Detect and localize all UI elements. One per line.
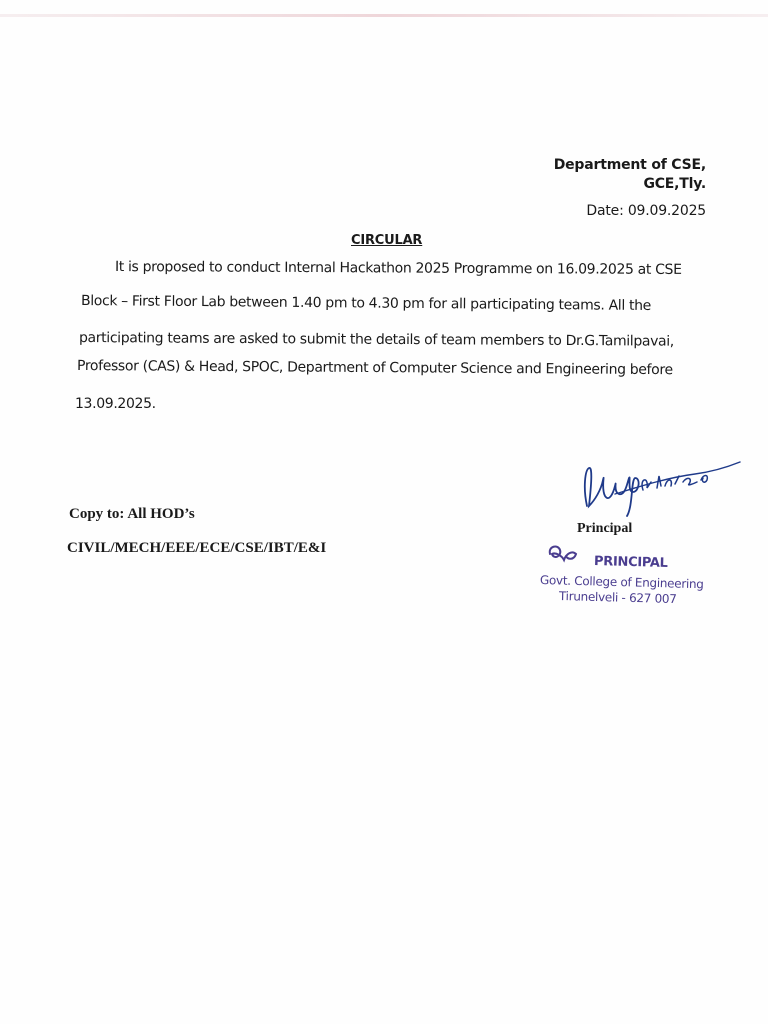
principal-stamp — [538, 538, 738, 618]
department-block — [554, 156, 706, 194]
page-edge-shadow — [0, 14, 768, 17]
stamp-college: Govt. College of Engineering — [539, 573, 704, 592]
signatory-title: Principal — [577, 521, 633, 536]
circular-title: CIRCULAR — [351, 233, 423, 248]
stamp-initial-icon — [544, 540, 580, 566]
department-name: Department of CSE, — [553, 157, 706, 173]
college-name: GCE,Tly. — [643, 176, 706, 192]
handwritten-signature-icon — [575, 448, 745, 520]
stamp-location: Tirunelveli - 627 007 — [558, 589, 677, 607]
body-line-5: 13.09.2025. — [75, 396, 156, 412]
copy-to-departments: CIVIL/MECH/EEE/ECE/CSE/IBT/E&I — [67, 540, 327, 556]
copy-to-label: Copy to: All HOD’s — [69, 506, 195, 522]
body-line-2: Block – First Floor Lab between 1.40 pm to 4.30 pm for all participating teams. All the — [80, 293, 652, 314]
body-line-1: It is proposed to conduct Internal Hackathon 2025 Programme on 16.09.2025 at CSE — [114, 259, 682, 278]
body-line-3: participating teams are asked to submit the details of team members to Dr.G.Tamilpavai, — [78, 330, 674, 350]
stamp-title: PRINCIPAL — [593, 554, 668, 571]
circular-date: Date: 09.09.2025 — [586, 203, 706, 219]
body-line-4: Professor (CAS) & Head, SPOC, Department of Computer Science and Engineering before — [76, 358, 673, 379]
